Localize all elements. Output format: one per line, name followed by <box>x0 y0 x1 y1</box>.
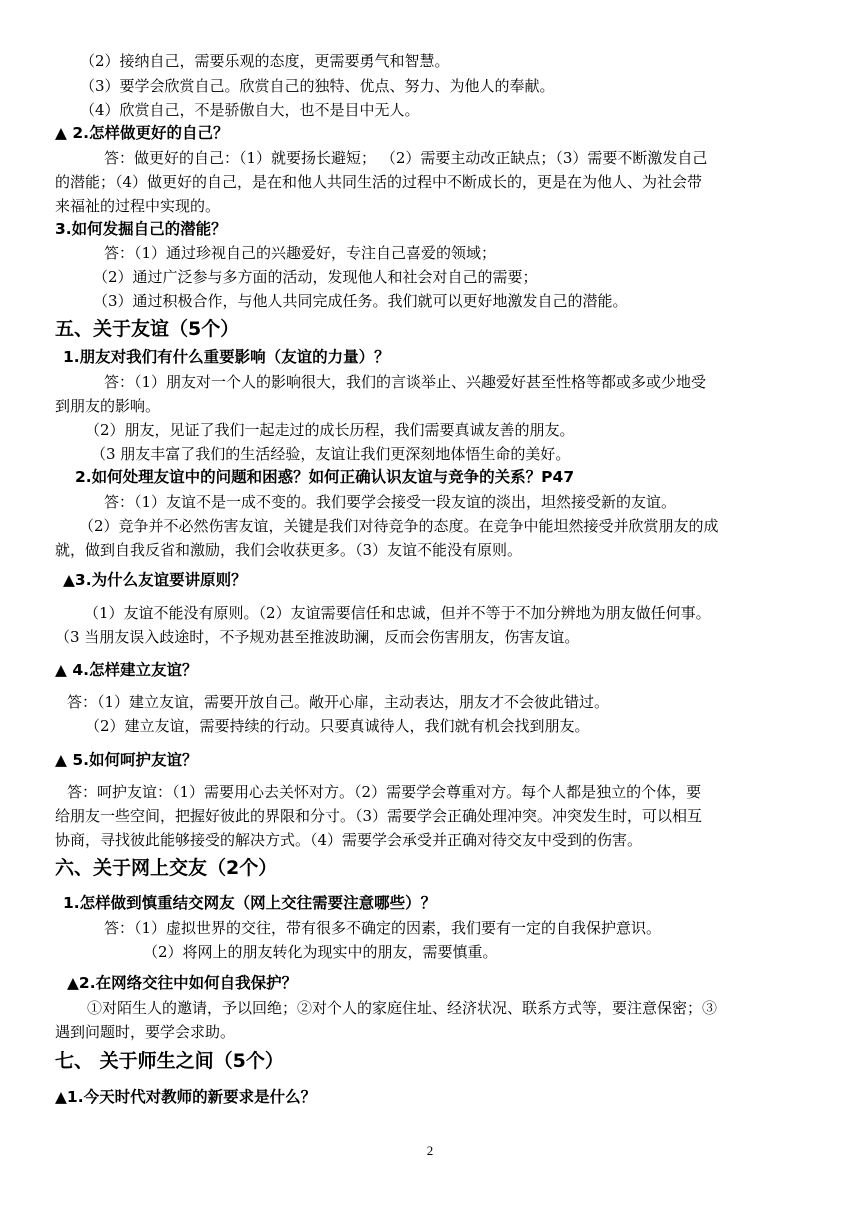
text-line: 答：（1）朋友对一个人的影响很大，我们的言谈举止、兴趣爱好甚至性格等都或多或少地受 <box>104 373 707 391</box>
text-line: 到朋友的影响。 <box>55 397 161 415</box>
text-line: 遇到问题时，要学会求助。 <box>55 1023 236 1041</box>
page-number: 2 <box>426 1143 434 1158</box>
text-line: 答：（1）虚拟世界的交往，带有很多不确定的因素，我们要有一定的自我保护意识。 <box>104 919 662 937</box>
text-line: （2）朋友，见证了我们一起走过的成长历程，我们需要真诚友善的朋友。 <box>85 421 575 439</box>
question-heading: 3.如何发掘自己的潜能？ <box>55 220 227 238</box>
text-line: 答：呵护友谊：（1）需要用心去关怀对方。（2）需要学会尊重对方。每个人都是独立的个体，要 <box>67 783 702 801</box>
text-line: （2）将网上的朋友转化为现实中的朋友，需要慎重。 <box>143 943 498 961</box>
text-line: （1）友谊不能没有原则。（2）友谊需要信任和忠诚，但并不等于不加分辨地为朋友做任何事。 <box>84 604 711 622</box>
section-heading: 五、关于友谊（5个） <box>55 318 240 340</box>
text-line: （3 当朋友误入歧途时，不予规劝甚至推波助澜，反而会伤害朋友，伤害友谊。 <box>55 628 580 646</box>
text-line: 答：（1）友谊不是一成不变的。我们要学会接受一段友谊的淡出，坦然接受新的友谊。 <box>104 493 677 511</box>
text-line: （2）通过广泛参与多方面的活动，发现他人和社会对自己的需要； <box>93 268 538 286</box>
text-line: （4）欣赏自己，不是骄傲自大，也不是目中无人。 <box>80 101 420 119</box>
question-heading: ▲1.今天时代对教师的新要求是什么？ <box>55 1088 317 1106</box>
text-line: 就，做到自我反省和激励，我们会收获更多。（3）友谊不能没有原则。 <box>55 541 523 559</box>
question-heading: 2.如何处理友谊中的问题和困惑？如何正确认识友谊与竞争的关系？P47 <box>75 468 575 486</box>
section-heading: 六、关于网上交友（2个） <box>55 857 278 879</box>
text-line: 答：（1）通过珍视自己的兴趣爱好，专注自己喜爱的领域； <box>104 244 497 262</box>
question-heading: ▲2.在网络交往中如何自我保护？ <box>67 974 298 992</box>
text-line: 的潜能；（4）做更好的自己，是在和他人共同生活的过程中不断成长的，更是在为他人、为社会带 <box>55 173 703 191</box>
text-line: 来福祉的过程中实现的。 <box>55 197 221 215</box>
question-heading: ▲ 4.怎样建立友谊？ <box>55 661 198 679</box>
text-line: （2）接纳自己，需要乐观的态度，更需要勇气和智慧。 <box>80 52 450 70</box>
question-heading: 1.怎样做到慎重结交网友（网上交往需要注意哪些）？ <box>63 894 437 912</box>
text-line: 答：（1）建立友谊，需要开放自己。敞开心扉，主动表达，朋友才不会彼此错过。 <box>67 693 610 711</box>
text-line: （3 朋友丰富了我们的生活经验，友谊让我们更深刻地体悟生命的美好。 <box>91 445 571 463</box>
question-heading: ▲ 2.怎样做更好的自己？ <box>55 124 229 142</box>
text-line: （3）要学会欣赏自己。欣赏自己的独特、优点、努力、为他人的奉献。 <box>80 77 555 95</box>
text-line: （3）通过积极合作，与他人共同完成任务。我们就可以更好地激发自己的潜能。 <box>93 292 628 310</box>
text-line: （2）竞争并不必然伤害友谊，关键是我们对待竞争的态度。在竞争中能坦然接受并欣赏朋友的成 <box>79 517 719 535</box>
text-line: ①对陌生人的邀请，予以回绝；②对个人的家庭住址、经济状况、联系方式等，要注意保密；③ <box>87 999 718 1017</box>
section-heading: 七、 关于师生之间（5个） <box>55 1050 284 1072</box>
question-heading: ▲3.为什么友谊要讲原则？ <box>63 571 247 589</box>
text-line: （2）建立友谊，需要持续的行动。只要真诚待人，我们就有机会找到朋友。 <box>85 717 590 735</box>
text-line: 协商，寻找彼此能够接受的解决方式。（4）需要学会承受并正确对待交友中受到的伤害。 <box>55 831 643 849</box>
text-line: 给朋友一些空间，把握好彼此的界限和分寸。（3）需要学会正确处理冲突。冲突发生时，可以相互 <box>55 807 703 825</box>
text-line: 答：做更好的自己：（1）就要扬长避短； （2）需要主动改正缺点；（3）需要不断激发自己 <box>104 149 708 167</box>
question-heading: ▲ 5.如何呵护友谊？ <box>55 751 198 769</box>
question-heading: 1.朋友对我们有什么重要影响（友谊的力量）？ <box>63 348 390 366</box>
